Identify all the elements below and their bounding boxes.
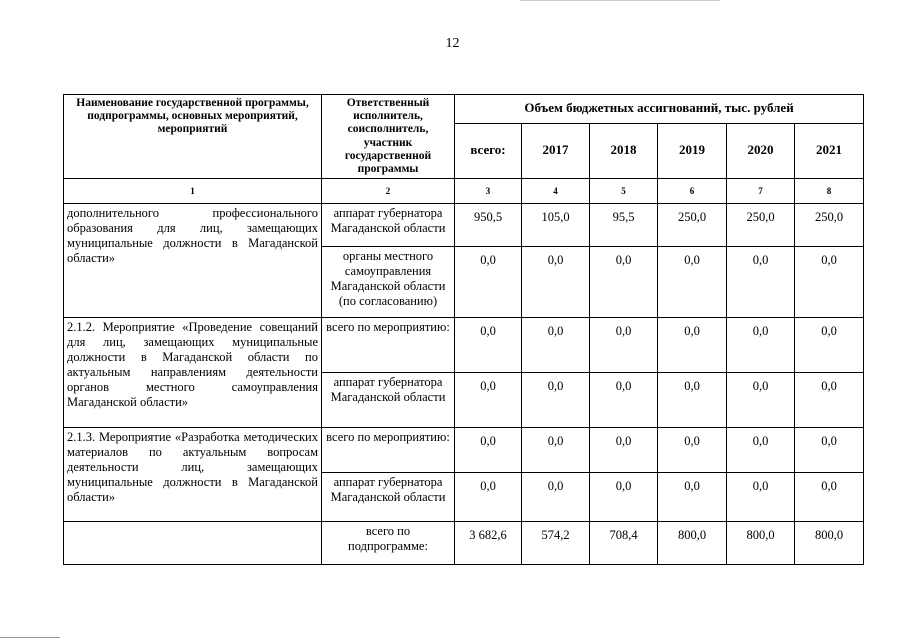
- value-cell: 95,5: [590, 204, 658, 247]
- value-cell: 708,4: [590, 522, 658, 565]
- executor-cell: аппарат губернатора Магаданской области: [322, 204, 455, 247]
- table-row: [64, 428, 864, 473]
- value-cell: 0,0: [658, 247, 727, 318]
- table-row: [64, 204, 864, 247]
- header-row: [64, 95, 864, 124]
- value-cell: 0,0: [455, 318, 522, 373]
- executor-cell: аппарат губернатора Магаданской области: [322, 473, 455, 522]
- value-cell: 0,0: [795, 473, 864, 522]
- value-cell: 0,0: [455, 373, 522, 428]
- header-year: всего:: [455, 123, 522, 179]
- column-number: 7: [727, 179, 795, 204]
- value-cell: 0,0: [795, 318, 864, 373]
- value-cell: 0,0: [522, 318, 590, 373]
- value-cell: 0,0: [455, 473, 522, 522]
- value-cell: 800,0: [727, 522, 795, 565]
- value-cell: 800,0: [658, 522, 727, 565]
- value-cell: 0,0: [522, 428, 590, 473]
- header-year: 2018: [590, 123, 658, 179]
- value-cell: 105,0: [522, 204, 590, 247]
- column-number: 1: [64, 179, 322, 204]
- column-number: 3: [455, 179, 522, 204]
- activity-name: 2.1.3. Мероприятие «Разработка методических материалов по актуальным вопросам деятельности лиц, замещающих муниципальные должности в Магаданской области»: [64, 428, 322, 522]
- value-cell: 0,0: [795, 247, 864, 318]
- column-number: 2: [322, 179, 455, 204]
- scan-artifact-line: [0, 637, 60, 638]
- value-cell: 0,0: [795, 373, 864, 428]
- value-cell: 0,0: [590, 473, 658, 522]
- value-cell: 250,0: [727, 204, 795, 247]
- value-cell: 0,0: [590, 318, 658, 373]
- executor-cell: аппарат губернатора Магаданской области: [322, 373, 455, 428]
- executor-cell: всего по мероприятию:: [322, 428, 455, 473]
- page-number: 12: [445, 36, 460, 51]
- header-year: 2017: [522, 123, 590, 179]
- value-cell: 0,0: [658, 318, 727, 373]
- activity-name: [64, 522, 322, 565]
- header-executor: Ответственный исполнитель, соисполнитель, участник государственной программы: [322, 95, 455, 179]
- column-number: 4: [522, 179, 590, 204]
- executor-cell: органы местного самоуправления Магаданской области (по согласованию): [322, 247, 455, 318]
- column-number: 8: [795, 179, 864, 204]
- header-name: Наименование государственной программы, подпрограммы, основных мероприятий, мероприятий: [64, 95, 322, 179]
- value-cell: 0,0: [658, 473, 727, 522]
- value-cell: 0,0: [727, 473, 795, 522]
- value-cell: 0,0: [455, 247, 522, 318]
- value-cell: 250,0: [795, 204, 864, 247]
- column-numbers-row: [64, 179, 864, 204]
- value-cell: 3 682,6: [455, 522, 522, 565]
- header-budget: Объем бюджетных ассигнований, тыс. рублей: [455, 95, 864, 124]
- value-cell: 0,0: [795, 428, 864, 473]
- table-row: [64, 318, 864, 373]
- value-cell: 0,0: [658, 373, 727, 428]
- header-year: 2019: [658, 123, 727, 179]
- value-cell: 800,0: [795, 522, 864, 565]
- value-cell: 0,0: [590, 247, 658, 318]
- value-cell: 0,0: [522, 373, 590, 428]
- activity-name: 2.1.2. Мероприятие «Проведение совещаний для лиц, замещающих муниципальные должности в Магаданской области по актуальным направлениям деятельности органов местного самоуправления Магаданской области»: [64, 318, 322, 428]
- column-number: 6: [658, 179, 727, 204]
- header-year: 2021: [795, 123, 864, 179]
- value-cell: 0,0: [522, 247, 590, 318]
- value-cell: 0,0: [590, 428, 658, 473]
- table-row-total: [64, 522, 864, 565]
- executor-cell: всего по подпрограмме:: [322, 522, 455, 565]
- executor-cell: всего по мероприятию:: [322, 318, 455, 373]
- scan-artifact-line: [520, 0, 720, 1]
- value-cell: 0,0: [455, 428, 522, 473]
- value-cell: 0,0: [727, 318, 795, 373]
- value-cell: 574,2: [522, 522, 590, 565]
- value-cell: 950,5: [455, 204, 522, 247]
- header-year: 2020: [727, 123, 795, 179]
- value-cell: 0,0: [658, 428, 727, 473]
- value-cell: 250,0: [658, 204, 727, 247]
- value-cell: 0,0: [727, 373, 795, 428]
- value-cell: 0,0: [522, 473, 590, 522]
- activity-name: дополнительного профессионального образования для лиц, замещающих муниципальные должности в Магаданской области»: [64, 204, 322, 318]
- value-cell: 0,0: [727, 428, 795, 473]
- value-cell: 0,0: [590, 373, 658, 428]
- value-cell: 0,0: [727, 247, 795, 318]
- column-number: 5: [590, 179, 658, 204]
- budget-table: [63, 94, 864, 565]
